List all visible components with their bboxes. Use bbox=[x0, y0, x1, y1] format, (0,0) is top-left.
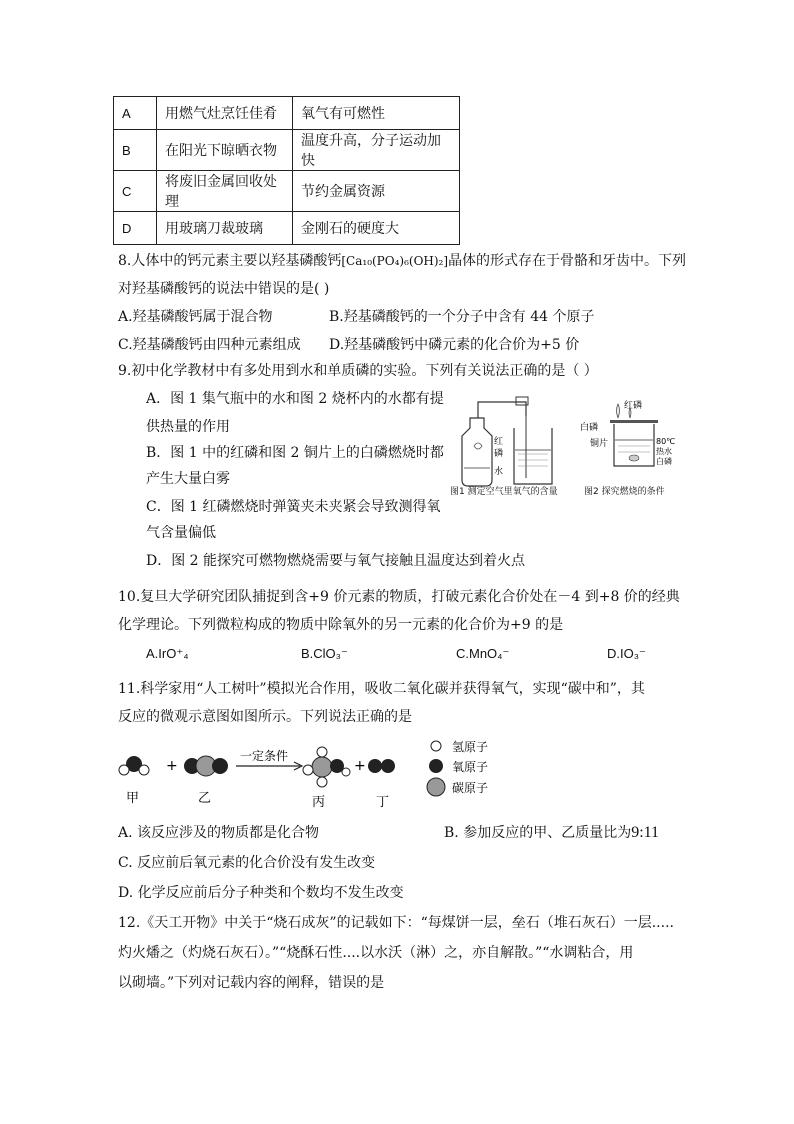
q9-option-b-line1: B．图 1 中的红磷和图 2 铜片上的白磷燃烧时都 bbox=[146, 445, 444, 461]
legend-oxygen: 氧原子 bbox=[452, 760, 489, 774]
row-reason: 节约金属资源 bbox=[293, 171, 460, 212]
molecule-ding bbox=[368, 759, 395, 773]
label-yi: 乙 bbox=[198, 791, 212, 806]
row-key: A bbox=[114, 97, 157, 130]
q9-option-c-line1: C．图 1 红磷燃烧时弹簧夹未夹紧会导致测得氧 bbox=[146, 499, 441, 515]
q8-stem-a: 8.人体中的钙元素主要以羟基磷酸钙 bbox=[118, 253, 342, 269]
row-action: 用燃气灶烹饪佳肴 bbox=[157, 97, 293, 130]
atom-legend bbox=[427, 740, 488, 796]
label-bing: 丙 bbox=[312, 795, 326, 810]
table-row bbox=[114, 97, 460, 130]
q11-option-a: A. 该反应涉及的物质都是化合物 bbox=[118, 825, 320, 841]
fig1-label-red-p: 红 bbox=[494, 437, 504, 447]
q11-option-b-text: B. 参加反应的甲、乙质量比为 bbox=[444, 825, 632, 841]
label-ding: 丁 bbox=[376, 795, 390, 810]
svg-text:+: + bbox=[166, 758, 178, 774]
label-jia: 甲 bbox=[126, 791, 140, 806]
row-key: C bbox=[114, 171, 157, 212]
q7-options-table bbox=[113, 96, 460, 245]
q8-stem-line2: 对羟基磷酸钙的说法中错误的是( ) bbox=[118, 281, 330, 297]
table-row bbox=[114, 130, 460, 171]
q10-line2: 化学理论。下列微粒构成的物质中除氧外的另一元素的化合价为+9 的是 bbox=[118, 617, 564, 633]
q11-line1: 11.科学家用“人工树叶”模拟光合作用，吸收二氧化碳并获得氧气，实现“碳中和”，其 bbox=[118, 681, 645, 697]
table-row bbox=[114, 171, 460, 212]
q10-line1: 10.复旦大学研究团队捕捉到含+9 价元素的物质，打破元素化合价处在－4 到+8 价的经典 bbox=[118, 589, 680, 605]
q10-option-d: D.IO₃⁻ bbox=[607, 646, 646, 661]
row-action: 将废旧金属回收处理 bbox=[157, 171, 293, 212]
fig2-label-white-p2: 白磷 bbox=[656, 457, 672, 466]
q12-line3: 以砌墙。”下列对记载内容的阐释，错误的是 bbox=[118, 975, 385, 991]
molecule-yi bbox=[184, 756, 228, 776]
q12-line2: 灼火燔之（灼烧石灰石）。”“烧酥石性....以水沃（淋）之，亦自解散。”“水调粘合，用 bbox=[118, 945, 634, 961]
q11-line2: 反应的微观示意图如图所示。下列说法正确的是 bbox=[118, 709, 412, 725]
q8-formula: [Ca₁₀(PO₄)₆(OH)₂] bbox=[341, 254, 449, 268]
q8-option-a: A.羟基磷酸钙属于混合物 bbox=[118, 309, 273, 325]
q8-stem-b: 晶体的形式存在于骨骼和牙齿中。下列 bbox=[448, 253, 687, 269]
row-reason: 金刚石的硬度大 bbox=[293, 212, 460, 245]
q8-option-b: B.羟基磷酸钙的一个分子中含有 44 个原子 bbox=[329, 309, 595, 325]
fig2-caption: 图2 探究燃烧的条件 bbox=[584, 487, 665, 497]
q9-stem: 9.初中化学教材中有多处用到水和单质磷的实验。下列有关说法正确的是（ ） bbox=[118, 363, 598, 379]
fig1-label-red-p2: 磷 bbox=[494, 449, 504, 459]
molecule-jia bbox=[119, 756, 149, 775]
fig1-caption: 图1 测定空气里氧气的含量 bbox=[450, 487, 558, 497]
table-row bbox=[114, 212, 460, 245]
q10-option-a: A.IrO⁺₄ bbox=[146, 646, 189, 661]
q8-option-d: D.羟基磷酸钙中磷元素的化合价为+5 价 bbox=[329, 337, 580, 353]
row-reason: 氧气有可燃性 bbox=[293, 97, 460, 130]
q9-option-d: D．图 2 能探究可燃物燃烧需要与氧气接触且温度达到着火点 bbox=[146, 553, 526, 569]
fig2-label-temp: 80℃ bbox=[656, 437, 676, 446]
q8-option-c: C.羟基磷酸钙由四种元素组成 bbox=[118, 337, 301, 353]
row-key: D bbox=[114, 212, 157, 245]
q8-stem-line1 bbox=[118, 250, 686, 270]
q9-figure-2 bbox=[580, 400, 676, 482]
svg-text:+: + bbox=[354, 758, 366, 774]
molecule-bing bbox=[303, 747, 350, 787]
q9-option-a-line2: 供热量的作用 bbox=[146, 419, 230, 435]
q11-option-c: C. 反应前后氧元素的化合价没有发生改变 bbox=[118, 855, 376, 871]
reaction-condition: 一定条件 bbox=[240, 749, 289, 763]
q10-option-c: C.MnO₄⁻ bbox=[456, 646, 510, 661]
fig2-label-copper: 铜片 bbox=[590, 439, 609, 449]
q10-option-b: B.ClO₃⁻ bbox=[301, 646, 348, 661]
row-key: B bbox=[114, 130, 157, 171]
legend-carbon: 碳原子 bbox=[452, 781, 489, 795]
q11-option-d: D. 化学反应前后分子种类和个数均不发生改变 bbox=[118, 885, 404, 901]
q9-option-c-line2: 气含量偏低 bbox=[146, 525, 216, 541]
q9-option-b-line2: 产生大量白雾 bbox=[146, 471, 230, 487]
row-reason: 温度升高，分子运动加快 bbox=[293, 130, 460, 171]
q12-line1: 12.《天工开物》中关于“烧石成灰”的记载如下：“每煤饼一层，垒石（堆石灰石）一层..... bbox=[118, 915, 674, 931]
fig2-label-hot-water: 热水 bbox=[656, 447, 672, 456]
fig2-label-red-p: 红磷 bbox=[624, 401, 643, 411]
fig2-label-white-p: 白磷 bbox=[580, 423, 599, 433]
q9-option-a-line1: A．图 1 集气瓶中的水和图 2 烧杯内的水都有提 bbox=[146, 391, 444, 407]
q11-option-b-ratio: 9:11 bbox=[631, 824, 660, 841]
row-action: 用玻璃刀裁玻璃 bbox=[157, 212, 293, 245]
q11-reaction-diagram bbox=[112, 734, 512, 810]
q11-option-b bbox=[444, 822, 659, 842]
row-action: 在阳光下晾晒衣物 bbox=[157, 130, 293, 171]
legend-hydrogen: 氢原子 bbox=[452, 740, 489, 754]
fig1-label-water: 水 bbox=[494, 467, 504, 477]
